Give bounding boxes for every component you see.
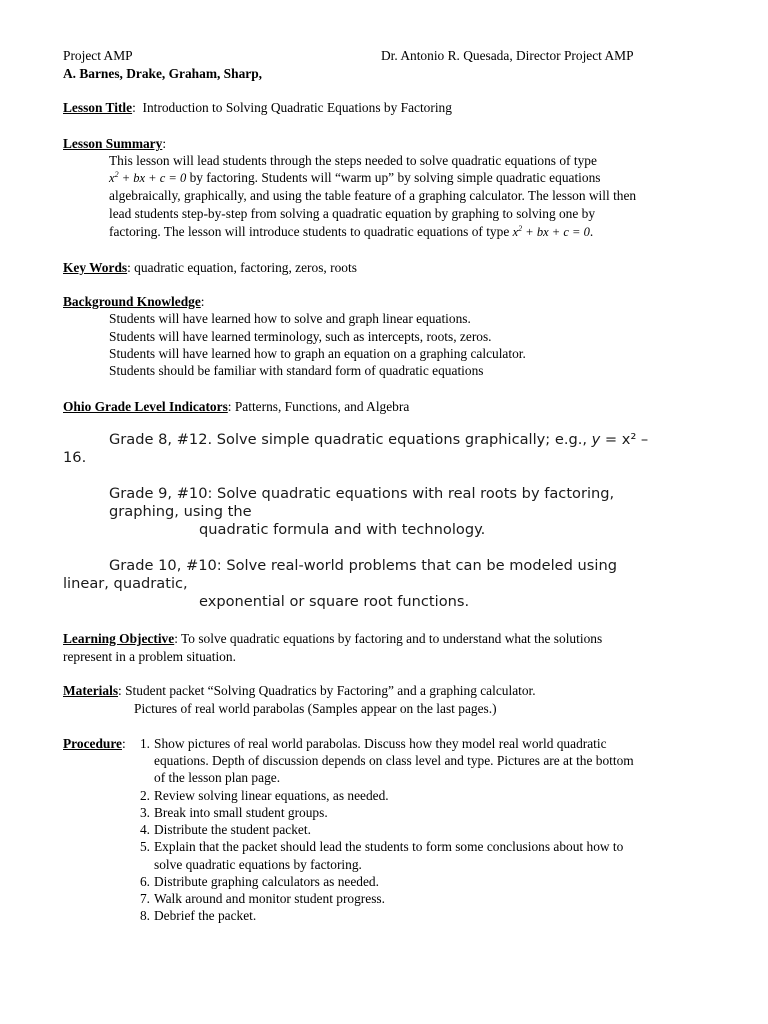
step-text: Review solving linear equations, as needed. xyxy=(154,788,389,803)
procedure-step xyxy=(134,787,389,804)
background-item: Students will have learned terminology, such as intercepts, roots, zeros. xyxy=(109,329,492,344)
procedure-step xyxy=(134,838,623,855)
grade-8-eq: = x² – xyxy=(600,431,649,448)
grade-8-text: Grade 8, #12. Solve simple quadratic equations graphically; e.g., xyxy=(109,431,592,448)
step-text: Walk around and monitor student progress. xyxy=(154,891,385,906)
step-text: Explain that the packet should lead the students to form some conclusions about how to xyxy=(154,839,624,854)
lesson-title-sep: : xyxy=(132,100,136,115)
grade-9-line-3: quadratic formula and with technology. xyxy=(199,521,486,538)
grade-10-line-2: linear, quadratic, xyxy=(63,575,188,592)
step-text: Distribute the student packet. xyxy=(154,822,311,837)
indicators-label: Ohio Grade Level Indicators xyxy=(63,399,228,414)
background-item: Students will have learned how to solve and graph linear equations. xyxy=(109,311,471,326)
summary-line-5 xyxy=(109,223,593,241)
step-number: 4. xyxy=(139,822,150,837)
procedure-step xyxy=(134,873,379,890)
equation-2-x: x xyxy=(512,225,519,239)
procedure-label: Procedure xyxy=(63,736,123,751)
grade-8-y: y xyxy=(591,431,601,448)
step-text: Show pictures of real world parabolas. Discuss how they model real world quadratic xyxy=(154,736,607,751)
summary-label: Lesson Summary xyxy=(63,136,163,151)
step-text-continued: equations. Depth of discussion depends on class level and type. Pictures are at the bottom xyxy=(154,753,634,768)
summary-line-2-text: by factoring. Students will “warm up” by solving simple quadratic equations xyxy=(186,170,601,185)
grade-10-line-1: Grade 10, #10: Solve real-world problems that can be modeled using xyxy=(109,557,617,574)
step-number: 1. xyxy=(139,736,150,751)
equation-1-rest: + bx + c = 0 xyxy=(118,171,187,185)
background-item: Students should be familiar with standard form of quadratic equations xyxy=(109,363,484,378)
objective-line-1 xyxy=(63,630,602,647)
summary-line-5-text: factoring. The lesson will introduce students to quadratic equations of type xyxy=(109,224,513,239)
materials-line-1 xyxy=(63,682,536,699)
equation-2-sup: 2 xyxy=(518,224,523,233)
grade-8-line-1 xyxy=(109,431,648,449)
procedure-step xyxy=(134,735,607,752)
summary-line-4: lead students step-by-step from solving a quadratic equation by graphing to solving one by xyxy=(109,206,596,221)
summary-line-1: This lesson will lead students through the steps needed to solve quadratic equations of type xyxy=(109,153,597,168)
procedure-step xyxy=(134,907,256,924)
materials-text: : Student packet “Solving Quadratics by Factoring” and a graphing calculator. xyxy=(118,683,536,698)
materials-label: Materials xyxy=(63,683,119,698)
procedure-sep: : xyxy=(122,736,126,751)
step-number: 6. xyxy=(139,874,150,889)
step-text: Break into small student groups. xyxy=(154,805,328,820)
grade-9-line-2: graphing, using the xyxy=(109,503,252,520)
procedure-step xyxy=(134,804,328,821)
step-number: 5. xyxy=(139,839,150,854)
header-authors: A. Barnes, Drake, Graham, Sharp, xyxy=(63,66,263,81)
header-director: Dr. Antonio R. Quesada, Director Project AMP xyxy=(381,48,634,63)
background-item: Students will have learned how to graph an equation on a graphing calculator. xyxy=(109,346,526,361)
step-number: 3. xyxy=(139,805,150,820)
materials-line-2: Pictures of real world parabolas (Samples appear on the last pages.) xyxy=(134,701,497,716)
equation-2-rest: + bx + c = 0 xyxy=(522,225,590,239)
summary-heading xyxy=(63,135,166,152)
background-sep: : xyxy=(200,294,205,309)
step-text-continued: solve quadratic equations by factoring. xyxy=(154,857,362,872)
background-heading xyxy=(63,293,205,310)
summary-line-3: algebraically, graphically, and using the table feature of a graphing calculator. The lesson will then xyxy=(109,188,637,203)
step-text: Distribute graphing calculators as needed. xyxy=(154,874,379,889)
summary-line-2 xyxy=(109,169,601,187)
step-text: Debrief the packet. xyxy=(154,908,257,923)
indicators-heading xyxy=(63,398,409,415)
step-text-continued: of the lesson plan page. xyxy=(154,770,281,785)
key-words-label: Key Words xyxy=(63,260,128,275)
objective-text: : To solve quadratic equations by factoring and to understand what the solutions xyxy=(174,631,603,646)
lesson-title-line xyxy=(63,99,452,116)
background-label: Background Knowledge xyxy=(63,294,201,309)
indicators-value: : Patterns, Functions, and Algebra xyxy=(227,399,410,414)
header-project: Project AMP xyxy=(63,48,133,63)
summary-sep: : xyxy=(162,136,167,151)
grade-9-line-1: Grade 9, #10: Solve quadratic equations with real roots by factoring, xyxy=(109,485,615,502)
procedure-heading xyxy=(63,735,126,752)
lesson-title-value: Introduction to Solving Quadratic Equations by Factoring xyxy=(142,100,452,115)
equation-1-x: x xyxy=(109,171,115,185)
objective-label: Learning Objective xyxy=(63,631,175,646)
equation-1-sup: 2 xyxy=(114,170,119,179)
equation-2 xyxy=(513,225,590,239)
procedure-step xyxy=(134,821,311,838)
key-words-value: : quadratic equation, factoring, zeros, roots xyxy=(127,260,357,275)
grade-8-line-2: 16. xyxy=(63,449,87,466)
lesson-title-label: Lesson Title xyxy=(63,100,133,115)
summary-line-5-end: . xyxy=(589,224,594,239)
step-number: 2. xyxy=(139,788,150,803)
procedure-step xyxy=(134,890,385,907)
key-words-line xyxy=(63,259,357,276)
step-number: 7. xyxy=(139,891,150,906)
objective-line-2: represent in a problem situation. xyxy=(63,649,236,664)
step-number: 8. xyxy=(139,908,150,923)
grade-10-line-3: exponential or square root functions. xyxy=(199,593,470,610)
equation-1 xyxy=(109,171,186,185)
